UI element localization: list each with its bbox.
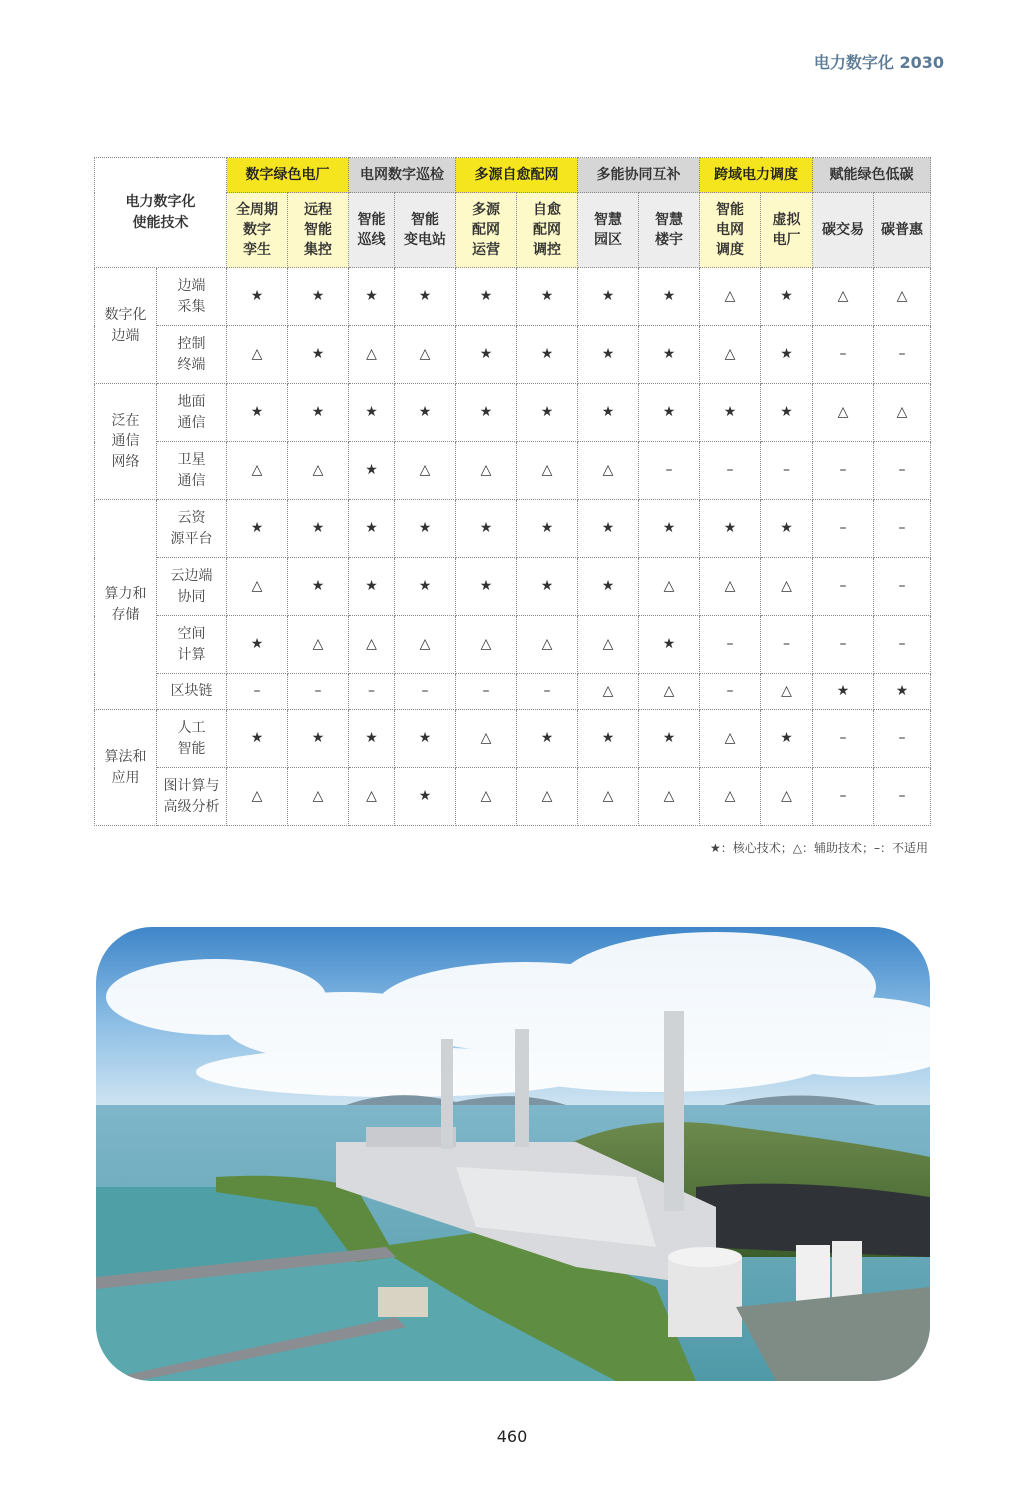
- mark-cell: △: [227, 768, 288, 826]
- mark-cell: ★: [349, 442, 395, 500]
- mark-cell: ★: [227, 616, 288, 674]
- mark-cell: △: [578, 768, 639, 826]
- mark-cell: ★: [456, 326, 517, 384]
- mark-cell: △: [349, 768, 395, 826]
- row-label: 云边端 协同: [157, 558, 227, 616]
- mark-cell: △: [395, 326, 456, 384]
- mark-cell: ★: [288, 268, 349, 326]
- mark-cell: ★: [578, 558, 639, 616]
- group-header: 跨域电力调度: [700, 158, 813, 193]
- mark-cell: ★: [288, 710, 349, 768]
- mark-cell: ★: [456, 558, 517, 616]
- mark-cell: ★: [761, 268, 813, 326]
- mark-cell: △: [578, 616, 639, 674]
- row-label: 卫星 通信: [157, 442, 227, 500]
- row-label: 云资 源平台: [157, 500, 227, 558]
- mark-cell: –: [456, 674, 517, 710]
- mark-cell: ★: [227, 384, 288, 442]
- mark-cell: –: [517, 674, 578, 710]
- mark-cell: ★: [761, 326, 813, 384]
- mark-cell: –: [349, 674, 395, 710]
- mark-cell: △: [578, 674, 639, 710]
- mark-cell: △: [874, 384, 931, 442]
- mark-cell: ★: [578, 384, 639, 442]
- mark-cell: –: [227, 674, 288, 710]
- category-label: 算力和 存储: [95, 500, 157, 710]
- table-row: [95, 674, 931, 710]
- mark-cell: △: [639, 558, 700, 616]
- row-label: 地面 通信: [157, 384, 227, 442]
- mark-cell: ★: [517, 268, 578, 326]
- mark-cell: –: [813, 616, 874, 674]
- mark-cell: ★: [227, 710, 288, 768]
- mark-cell: △: [813, 384, 874, 442]
- table-row: [95, 268, 931, 326]
- group-header: 多能协同互补: [578, 158, 700, 193]
- mark-cell: –: [639, 442, 700, 500]
- mark-cell: ★: [349, 268, 395, 326]
- mark-cell: △: [456, 442, 517, 500]
- mark-cell: ★: [288, 326, 349, 384]
- table-corner-header: 电力数字化 使能技术: [95, 158, 227, 268]
- category-label: 泛在 通信 网络: [95, 384, 157, 500]
- mark-cell: △: [395, 442, 456, 500]
- mark-cell: △: [639, 674, 700, 710]
- mark-cell: ★: [874, 674, 931, 710]
- row-label: 区块链: [157, 674, 227, 710]
- mark-cell: –: [874, 768, 931, 826]
- technology-matrix-table: [94, 157, 931, 826]
- mark-cell: △: [700, 326, 761, 384]
- mark-cell: ★: [578, 326, 639, 384]
- mark-cell: –: [813, 500, 874, 558]
- mark-cell: ★: [761, 384, 813, 442]
- mark-cell: ★: [456, 500, 517, 558]
- mark-cell: ★: [349, 558, 395, 616]
- mark-cell: ★: [227, 268, 288, 326]
- column-header: 多源 配网 运营: [456, 193, 517, 268]
- category-label: 算法和 应用: [95, 710, 157, 826]
- mark-cell: ★: [395, 710, 456, 768]
- mark-cell: ★: [349, 710, 395, 768]
- mark-cell: –: [288, 674, 349, 710]
- column-header: 碳交易: [813, 193, 874, 268]
- mark-cell: △: [700, 268, 761, 326]
- column-header: 智能 电网 调度: [700, 193, 761, 268]
- mark-cell: △: [456, 768, 517, 826]
- mark-cell: ★: [578, 500, 639, 558]
- category-label: 数字化 边端: [95, 268, 157, 384]
- row-label: 边端 采集: [157, 268, 227, 326]
- mark-cell: ★: [456, 268, 517, 326]
- mark-cell: △: [456, 616, 517, 674]
- mark-cell: △: [227, 442, 288, 500]
- column-header: 远程 智能 集控: [288, 193, 349, 268]
- mark-cell: △: [761, 558, 813, 616]
- mark-cell: △: [761, 674, 813, 710]
- mark-cell: ★: [395, 500, 456, 558]
- mark-cell: △: [395, 616, 456, 674]
- table-row: [95, 768, 931, 826]
- mark-cell: ★: [639, 616, 700, 674]
- page-number: 460: [496, 1427, 528, 1446]
- mark-cell: △: [700, 768, 761, 826]
- mark-cell: ★: [227, 500, 288, 558]
- mark-cell: △: [874, 268, 931, 326]
- table-row: [95, 710, 931, 768]
- column-header: 自愈 配网 调控: [517, 193, 578, 268]
- mark-cell: △: [639, 768, 700, 826]
- mark-cell: ★: [349, 500, 395, 558]
- power-plant-photo: [96, 927, 930, 1381]
- mark-cell: △: [517, 616, 578, 674]
- column-header: 全周期 数字 孪生: [227, 193, 288, 268]
- mark-cell: △: [349, 326, 395, 384]
- mark-cell: –: [874, 500, 931, 558]
- mark-cell: △: [288, 442, 349, 500]
- mark-cell: ★: [288, 384, 349, 442]
- column-header: 智能 巡线: [349, 193, 395, 268]
- mark-cell: △: [349, 616, 395, 674]
- table-row: [95, 326, 931, 384]
- mark-cell: –: [874, 442, 931, 500]
- table-row: [95, 616, 931, 674]
- table-row: [95, 442, 931, 500]
- group-header: 赋能绿色低碳: [813, 158, 931, 193]
- mark-cell: ★: [639, 384, 700, 442]
- row-label: 控制 终端: [157, 326, 227, 384]
- mark-cell: ★: [517, 500, 578, 558]
- mark-cell: ★: [395, 768, 456, 826]
- header-title: 电力数字化 2030: [813, 53, 944, 72]
- mark-cell: ★: [813, 674, 874, 710]
- mark-cell: –: [700, 616, 761, 674]
- mark-cell: △: [700, 558, 761, 616]
- row-label: 人工 智能: [157, 710, 227, 768]
- mark-cell: ★: [639, 268, 700, 326]
- mark-cell: △: [227, 558, 288, 616]
- mark-cell: ★: [761, 500, 813, 558]
- mark-cell: △: [227, 326, 288, 384]
- mark-cell: –: [700, 442, 761, 500]
- mark-cell: ★: [639, 326, 700, 384]
- mark-cell: ★: [517, 326, 578, 384]
- mark-cell: –: [813, 558, 874, 616]
- mark-cell: △: [288, 768, 349, 826]
- column-header: 虚拟 电厂: [761, 193, 813, 268]
- table-row: [95, 384, 931, 442]
- mark-cell: △: [700, 710, 761, 768]
- mark-cell: –: [874, 558, 931, 616]
- column-header: 智能 变电站: [395, 193, 456, 268]
- row-label: 图计算与 高级分析: [157, 768, 227, 826]
- mark-cell: ★: [517, 710, 578, 768]
- row-label: 空间 计算: [157, 616, 227, 674]
- mark-cell: –: [813, 442, 874, 500]
- group-header: 数字绿色电厂: [227, 158, 349, 193]
- mark-cell: ★: [395, 558, 456, 616]
- group-header: 电网数字巡检: [349, 158, 456, 193]
- group-header: 多源自愈配网: [456, 158, 578, 193]
- mark-cell: △: [813, 268, 874, 326]
- mark-cell: –: [874, 326, 931, 384]
- mark-cell: △: [578, 442, 639, 500]
- mark-cell: –: [700, 674, 761, 710]
- mark-cell: △: [517, 768, 578, 826]
- mark-cell: –: [761, 442, 813, 500]
- column-header: 智慧 楼宇: [639, 193, 700, 268]
- mark-cell: –: [761, 616, 813, 674]
- mark-cell: ★: [639, 500, 700, 558]
- table-row: [95, 500, 931, 558]
- mark-cell: ★: [288, 500, 349, 558]
- mark-cell: ★: [395, 384, 456, 442]
- mark-cell: △: [517, 442, 578, 500]
- mark-cell: ★: [578, 710, 639, 768]
- mark-cell: ★: [639, 710, 700, 768]
- mark-cell: –: [395, 674, 456, 710]
- mark-cell: –: [813, 768, 874, 826]
- mark-cell: ★: [517, 384, 578, 442]
- mark-cell: –: [813, 326, 874, 384]
- mark-cell: △: [761, 768, 813, 826]
- mark-cell: △: [456, 710, 517, 768]
- mark-cell: △: [288, 616, 349, 674]
- table-row: [95, 558, 931, 616]
- column-header: 智慧 园区: [578, 193, 639, 268]
- mark-cell: ★: [395, 268, 456, 326]
- mark-cell: ★: [456, 384, 517, 442]
- mark-cell: –: [874, 710, 931, 768]
- mark-cell: –: [813, 710, 874, 768]
- mark-cell: ★: [761, 710, 813, 768]
- mark-cell: ★: [517, 558, 578, 616]
- mark-cell: ★: [700, 500, 761, 558]
- mark-cell: ★: [349, 384, 395, 442]
- mark-cell: ★: [288, 558, 349, 616]
- mark-cell: –: [874, 616, 931, 674]
- mark-cell: ★: [700, 384, 761, 442]
- mark-cell: ★: [578, 268, 639, 326]
- table-legend: ★：核心技术；△：辅助技术；–：不适用: [710, 841, 928, 855]
- column-header: 碳普惠: [874, 193, 931, 268]
